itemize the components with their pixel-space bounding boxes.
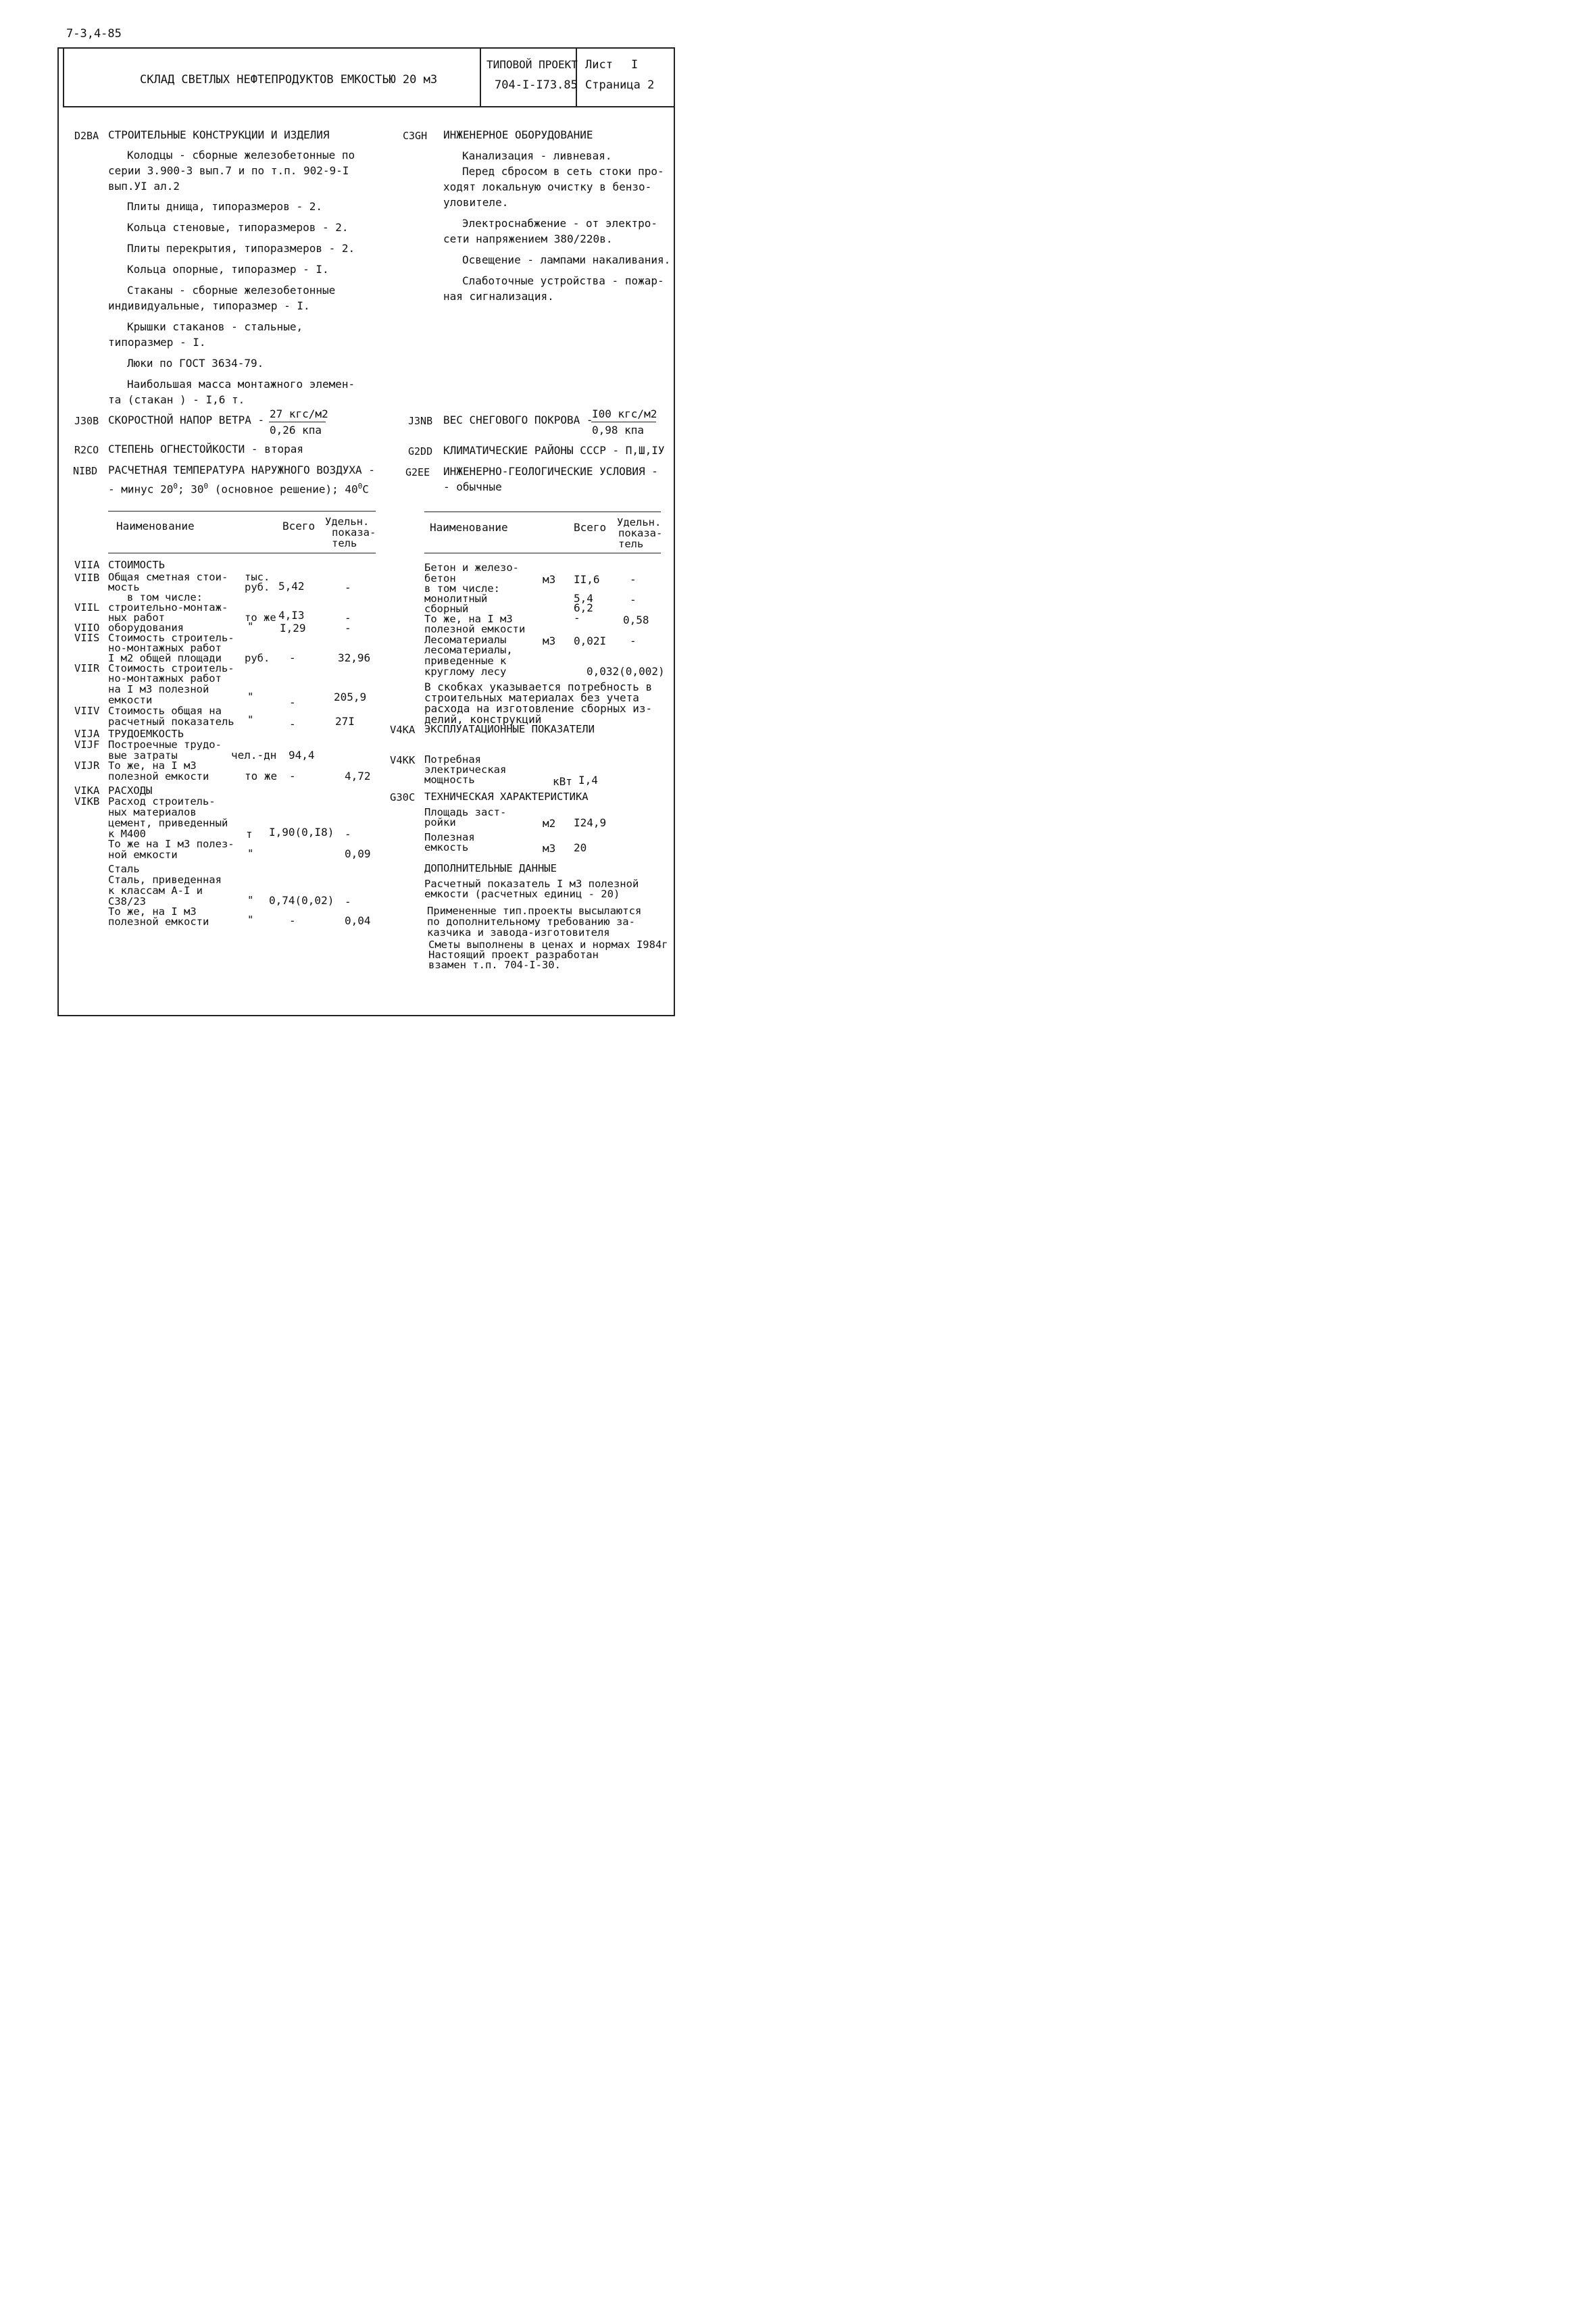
row-name: То же, на I м3: [424, 613, 513, 625]
row-code: VIIS: [74, 632, 100, 644]
row-spec: -: [630, 573, 637, 586]
row-spec: -: [630, 634, 637, 647]
wind-code: J30B: [74, 415, 99, 427]
temperature-line-1: РАСЧЕТНАЯ ТЕМПЕРАТУРА НАРУЖНОГО ВОЗДУХА -: [108, 464, 375, 476]
note-line-3: расхода на изготовление сборных из-: [424, 702, 653, 715]
header-divider-1: [480, 47, 481, 107]
cover-slabs: Плиты перекрытия, типоразмеров - 2.: [127, 242, 355, 255]
operation-heading: ЭКСПЛУАТАЦИОННЫЕ ПОКАЗАТЕЛИ: [424, 723, 595, 735]
row-unit: ": [247, 691, 254, 703]
row-name: цемент, приведенный: [108, 817, 228, 829]
degree-sup-2: 0: [203, 482, 209, 491]
degree-sup-1: 0: [173, 482, 178, 491]
row-spec: -: [345, 622, 351, 634]
row-name: емкости: [108, 694, 153, 706]
treatment-line-1: Перед сбросом в сеть стоки про-: [462, 165, 664, 178]
max-mass-line-2: та (стакан ) - I,6 т.: [108, 393, 245, 406]
wells-line-3: вып.УI ал.2: [108, 180, 180, 193]
document-code: 7-3,4-85: [66, 27, 122, 41]
row-total: -: [289, 718, 296, 730]
row-name: на I м3 полезной: [108, 683, 209, 695]
area-name: Площадь заст-: [424, 806, 507, 818]
row-name: Сталь, приведенная: [108, 874, 222, 886]
geology-line-1: ИНЖЕНЕРНО-ГЕОЛОГИЧЕСКИЕ УСЛОВИЯ -: [443, 465, 658, 478]
expenses-heading: РАСХОДЫ: [108, 785, 153, 797]
header-divider-2: [576, 47, 577, 107]
snow-code: J3NB: [408, 415, 433, 427]
max-mass-line-1: Наибольшая масса монтажного элемен-: [127, 378, 355, 391]
section-heading-engineering: ИНЖЕНЕРНОЕ ОБОРУДОВАНИЕ: [443, 128, 593, 141]
row-code: VIJR: [74, 760, 100, 772]
row-unit: ": [247, 847, 254, 860]
temp-alt: (основное решение); 40: [208, 482, 358, 496]
row-name: Построечные трудо-: [108, 739, 222, 751]
row-unit: т: [246, 828, 253, 841]
row-code: VIKA: [74, 785, 100, 797]
snow-denominator: 0,98 кпа: [592, 424, 645, 437]
lids-line-1: Крышки стаканов - стальные,: [127, 320, 303, 333]
wind-label: СКОРОСТНОЙ НАПОР ВЕТРА -: [108, 414, 265, 426]
row-total: 5,42: [278, 580, 305, 593]
sheet-number: I: [631, 58, 639, 72]
volume-value: 20: [574, 841, 587, 854]
row-name: к М400: [108, 828, 146, 840]
row-spec: 0,04: [345, 914, 371, 927]
row-name: монолитный: [424, 593, 488, 605]
wells-line-2: серии 3.900-3 вып.7 и по т.п. 902-9-I: [108, 164, 349, 177]
row-code: VIIR: [74, 662, 100, 674]
power-line-1: Электроснабжение - от электро-: [462, 217, 657, 230]
row-code: VIIV: [74, 705, 100, 717]
row-total: 5,4: [574, 592, 593, 605]
row-unit: руб.: [245, 581, 270, 593]
row-name: ной емкости: [108, 849, 178, 861]
row-unit: то же: [245, 770, 278, 782]
right-col-total-header: Всего: [574, 521, 607, 534]
left-col-spec-header-3: тель: [332, 537, 357, 549]
row-name: Расход строитель-: [108, 795, 216, 807]
snow-label: ВЕС СНЕГОВОГО ПОКРОВА -: [443, 414, 593, 426]
extra-line: Примененные тип.проекты высылаются: [427, 905, 642, 917]
left-table-top-rule: [108, 511, 376, 512]
power-demand-name: электрическая: [424, 764, 507, 776]
geology-code: G2EE: [405, 466, 430, 478]
header-bottom-line: [63, 106, 674, 107]
row-name: сборный: [424, 603, 469, 615]
row-spec: -: [345, 828, 351, 841]
volume-name: емкость: [424, 841, 469, 853]
row-name: в том числе:: [424, 582, 500, 595]
volume-unit: м3: [543, 842, 556, 855]
row-unit: м3: [543, 634, 556, 647]
row-name: но-монтажных работ: [108, 642, 222, 654]
row-code: VIIB: [74, 572, 100, 584]
row-name: лесоматериалы,: [424, 644, 513, 656]
project-number: 704-I-I73.85: [495, 78, 578, 92]
extra-line: казчика и завода-изготовителя: [427, 926, 610, 939]
row-spec: 205,9: [334, 691, 367, 703]
row-unit: м3: [543, 573, 556, 586]
extra-line: Сметы выполнены в ценах и нормах I984г: [428, 939, 668, 951]
row-name: к классам А-I и: [108, 885, 203, 897]
tech-heading: ТЕХНИЧЕСКАЯ ХАРАКТЕРИСТИКА: [424, 791, 589, 803]
left-col-name-header: Наименование: [116, 520, 195, 532]
row-unit: ": [247, 620, 254, 632]
left-col-spec-header-1: Удельн.: [325, 516, 370, 528]
section-code-c3gh: C3GH: [403, 130, 428, 142]
power-demand-value: I,4: [578, 774, 598, 787]
right-col-spec-header-3: тель: [618, 538, 644, 550]
row-name: Бетон и железо-: [424, 562, 519, 574]
section-code-d2ba: D2BA: [74, 130, 99, 142]
row-name: С38/23: [108, 895, 146, 907]
page-label: Страница 2: [585, 78, 655, 92]
power-demand-code: V4KK: [390, 754, 416, 766]
row-spec: -: [630, 593, 637, 606]
row-total: I,29: [280, 622, 306, 634]
area-name: ройки: [424, 816, 456, 828]
support-rings: Кольца опорные, типоразмер - I.: [127, 263, 329, 276]
document-title: СКЛАД СВЕТЛЫХ НЕФТЕПРОДУКТОВ ЕМКОСТЬЮ 20 м3: [140, 73, 438, 86]
row-total: 0,02I: [574, 634, 607, 647]
row-total: 4,I3: [278, 609, 305, 622]
glasses-line-2: индивидуальные, типоразмер - I.: [108, 299, 310, 312]
treatment-line-3: уловителе.: [443, 196, 509, 209]
section-heading-structures: СТРОИТЕЛЬНЫЕ КОНСТРУКЦИИ И ИЗДЕЛИЯ: [108, 128, 330, 141]
power-line-2: сети напряжением 380/220в.: [443, 232, 613, 245]
snow-numerator: I00 кгс/м2: [592, 407, 657, 420]
alarm-line-2: ная сигнализация.: [443, 290, 554, 303]
sewerage: Канализация - ливневая.: [462, 149, 612, 162]
note-line-4: делий, конструкций: [424, 713, 542, 726]
row-name: Стоимость строитель-: [108, 632, 234, 644]
row-code: VIIO: [74, 622, 100, 634]
row-spec: 0,09: [345, 847, 371, 860]
row-name: полезной емкости: [108, 916, 209, 928]
row-spec: -: [345, 581, 351, 594]
wind-numerator: 27 кгс/м2: [270, 407, 328, 420]
row-unit: руб.: [245, 652, 270, 664]
row-total: -: [289, 651, 296, 664]
volume-name: Полезная: [424, 831, 475, 843]
row-name: Сталь: [108, 863, 140, 875]
row-name: I м2 общей площади: [108, 652, 222, 664]
left-col-total-header: Всего: [282, 520, 316, 532]
wells-line-1: Колодцы - сборные железобетонные по: [127, 149, 355, 161]
row-code: VIJA: [74, 728, 100, 740]
row-total: -: [574, 612, 580, 624]
extra-heading: ДОПОЛНИТЕЛЬНЫЕ ДАННЫЕ: [424, 862, 557, 874]
row-code: VIJF: [74, 739, 100, 751]
row-total: 6,2: [574, 601, 593, 614]
row-spec: 0,58: [623, 614, 649, 626]
temp-main: ; 30: [177, 482, 204, 496]
row-name: бетон: [424, 572, 456, 584]
row-name: в том числе:: [127, 591, 203, 603]
row-name: полезной емкости: [108, 770, 209, 782]
bottom-slabs: Плиты днища, типоразмеров - 2.: [127, 200, 322, 213]
area-unit: м2: [543, 817, 556, 830]
row-total: -: [289, 914, 296, 927]
power-demand-name: мощность: [424, 774, 475, 786]
temperature-code: NIBD: [73, 465, 98, 477]
right-col-name-header: Наименование: [430, 521, 508, 534]
lids-line-2: типоразмер - I.: [108, 336, 206, 349]
row-name: Стоимость общая на: [108, 705, 222, 717]
row-name: приведенные к: [424, 655, 507, 667]
wall-rings: Кольца стеновые, типоразмеров - 2.: [127, 221, 349, 234]
row-name: Лесоматериалы: [424, 634, 507, 646]
degree-sup-3: 0: [357, 482, 363, 491]
row-unit: ": [247, 894, 254, 906]
alarm-line-1: Слаботочные устройства - пожар-: [462, 274, 664, 287]
row-name: но-монтажных работ: [108, 672, 222, 684]
row-name: То же, на I м3: [108, 760, 197, 772]
left-col-spec-header-2: показа-: [332, 526, 376, 539]
row-unit: чел.-дн: [231, 749, 277, 762]
glasses-line-1: Стаканы - сборные железобетонные: [127, 284, 336, 297]
geology-line-2: - обычные: [443, 480, 502, 493]
row-spec: 27I: [335, 715, 355, 728]
row-spec: -: [345, 612, 351, 624]
row-name: строительно-монтаж-: [108, 601, 228, 614]
area-value: I24,9: [574, 816, 607, 829]
extra-line: по дополнительному требованию за-: [427, 916, 635, 928]
tech-code: G30C: [390, 791, 416, 803]
row-name: вые затраты: [108, 749, 178, 762]
temp-unit: С: [362, 482, 369, 496]
row-unit: ": [247, 714, 254, 726]
sheet-label: Лист: [585, 58, 613, 72]
row-unit: ": [247, 914, 254, 926]
power-demand-name: Потребная: [424, 753, 481, 766]
treatment-line-2: ходят локальную очистку в бензо-: [443, 180, 652, 193]
row-total: 94,4: [289, 749, 315, 762]
row-name: полезной емкости: [424, 623, 526, 635]
header-left-line: [63, 47, 64, 107]
right-col-spec-header-1: Удельн.: [617, 516, 662, 528]
note-line-1: В скобках указывается потребность в: [424, 680, 653, 693]
row-spec: 4,72: [345, 770, 371, 782]
temperature-line-2: [108, 480, 369, 496]
row-total: -: [289, 770, 296, 782]
extra-line: емкости (расчетных единиц - 20): [424, 888, 620, 900]
row-unit: то же: [245, 612, 276, 624]
row-extra: 0,032(0,002): [587, 665, 665, 678]
extra-line: взамен т.п. 704-I-30.: [428, 959, 561, 971]
extra-line: Настоящий проект разработан: [428, 949, 599, 961]
operation-code: V4KA: [390, 724, 416, 736]
extra-line: Расчетный показатель I м3 полезной: [424, 878, 639, 890]
lighting: Освещение - лампами накаливания.: [462, 253, 671, 266]
row-name: ных работ: [108, 612, 165, 624]
row-name: мость: [108, 581, 140, 593]
row-code: VIIA: [74, 559, 100, 571]
fire-resistance: СТЕПЕНЬ ОГНЕСТОЙКОСТИ - вторая: [108, 443, 303, 455]
wind-denominator: 0,26 кпа: [270, 424, 322, 437]
temp-minus: - минус 20: [108, 482, 174, 496]
fire-code: R2CO: [74, 444, 99, 456]
row-code: VIKB: [74, 795, 100, 807]
row-name: ных материалов: [108, 806, 197, 818]
row-name: расчетный показатель: [108, 716, 234, 728]
power-demand-unit: кВт: [553, 775, 572, 788]
labor-heading: ТРУДОЕМКОСТЬ: [108, 728, 184, 740]
project-label: ТИПОВОЙ ПРОЕКТ: [487, 58, 578, 71]
row-total: II,6: [574, 573, 600, 586]
climate-code: G2DD: [408, 445, 433, 457]
row-total: I,90(0,I8): [269, 826, 334, 839]
row-total: 0,74(0,02): [269, 894, 334, 907]
row-name: круглому лесу: [424, 666, 507, 678]
row-total: -: [289, 696, 296, 709]
climate-regions: КЛИМАТИЧЕСКИЕ РАЙОНЫ СССР - П,Ш,IУ: [443, 444, 665, 457]
hatches: Люки по ГОСТ 3634-79.: [127, 357, 264, 370]
row-spec: -: [345, 895, 351, 908]
row-name: Общая сметная стои-: [108, 571, 228, 583]
note-line-2: строительных материалах без учета: [424, 691, 639, 704]
row-name: Стоимость строитель-: [108, 662, 234, 674]
right-col-spec-header-2: показа-: [618, 527, 663, 539]
row-name: оборудования: [108, 622, 184, 634]
row-spec: 32,96: [338, 651, 371, 664]
row-name: То же на I м3 полез-: [108, 838, 234, 850]
row-unit: тыс.: [245, 571, 270, 583]
cost-heading: СТОИМОСТЬ: [108, 559, 165, 571]
row-name: То же, на I м3: [108, 905, 197, 918]
row-code: VIIL: [74, 601, 100, 614]
